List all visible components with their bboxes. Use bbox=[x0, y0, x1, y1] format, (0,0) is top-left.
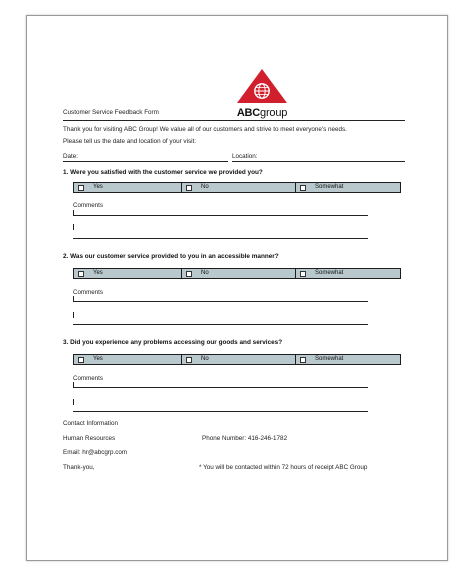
contact-department: Human Resources bbox=[63, 435, 116, 442]
checkbox[interactable] bbox=[78, 185, 84, 191]
checkbox[interactable] bbox=[78, 357, 84, 363]
visit-prompt: Please tell us the date and location of your visit: bbox=[63, 138, 197, 145]
comment-margin-mark bbox=[73, 399, 74, 405]
contact-heading: Contact Information bbox=[63, 420, 118, 427]
comment-line[interactable] bbox=[73, 301, 368, 302]
form-title: Customer Service Feedback Form bbox=[63, 109, 159, 116]
question-2-comments-label: Comments bbox=[73, 289, 103, 296]
question-3-comments-label: Comments bbox=[73, 375, 103, 382]
comment-line[interactable] bbox=[73, 387, 368, 388]
contact-note: * You will be contacted within 72 hours of receipt ABC Group bbox=[199, 464, 368, 471]
option-yes[interactable]: Yes bbox=[74, 269, 182, 278]
comment-margin-mark bbox=[73, 224, 74, 230]
checkbox[interactable] bbox=[78, 271, 84, 277]
company-logo bbox=[222, 68, 302, 120]
option-no[interactable]: No bbox=[182, 183, 296, 192]
question-1-comments-label: Comments bbox=[73, 202, 103, 209]
contact-phone: Phone Number: 416-246-1782 bbox=[202, 435, 288, 442]
checkbox[interactable] bbox=[300, 185, 306, 191]
option-no[interactable]: No bbox=[182, 269, 296, 278]
checkbox[interactable] bbox=[186, 357, 192, 363]
intro-text: Thank you for visiting ABC Group! We value all of our customers and strive to meet everyone's needs. bbox=[63, 126, 347, 133]
logo-triangle-globe-icon bbox=[236, 68, 288, 104]
comment-line[interactable] bbox=[73, 215, 368, 216]
checkbox[interactable] bbox=[186, 271, 192, 277]
contact-email: Email: hr@abcgrp.com bbox=[63, 449, 128, 456]
comment-line[interactable] bbox=[73, 324, 368, 325]
question-2: 2. Was our customer service provided to you in an accessible manner? bbox=[63, 253, 279, 260]
location-label: Location: bbox=[232, 153, 258, 160]
question-3-options bbox=[73, 354, 401, 365]
option-somewhat[interactable]: Somewhat bbox=[296, 355, 400, 364]
comment-line[interactable] bbox=[73, 238, 368, 239]
question-1: 1. Were you satisfied with the customer service we provided you? bbox=[63, 169, 263, 176]
logo-wordmark: ABCgroup bbox=[236, 107, 288, 119]
question-2-options bbox=[73, 268, 401, 279]
closing-thanks: Thank-you, bbox=[63, 464, 95, 471]
comment-margin-mark bbox=[73, 312, 74, 318]
date-field[interactable] bbox=[63, 161, 228, 162]
checkbox[interactable] bbox=[300, 271, 306, 277]
location-field[interactable] bbox=[232, 161, 405, 162]
question-3: 3. Did you experience any problems accessing our goods and services? bbox=[63, 339, 283, 346]
date-label: Date: bbox=[63, 153, 79, 160]
option-somewhat[interactable]: Somewhat bbox=[296, 269, 400, 278]
option-no[interactable]: No bbox=[182, 355, 296, 364]
question-1-options bbox=[73, 182, 401, 193]
option-yes[interactable]: Yes bbox=[74, 355, 182, 364]
checkbox[interactable] bbox=[300, 357, 306, 363]
comment-line[interactable] bbox=[73, 411, 368, 412]
form-page bbox=[26, 15, 448, 561]
option-somewhat[interactable]: Somewhat bbox=[296, 183, 400, 192]
checkbox[interactable] bbox=[186, 185, 192, 191]
option-yes[interactable]: Yes bbox=[74, 183, 182, 192]
title-rule bbox=[63, 120, 405, 121]
